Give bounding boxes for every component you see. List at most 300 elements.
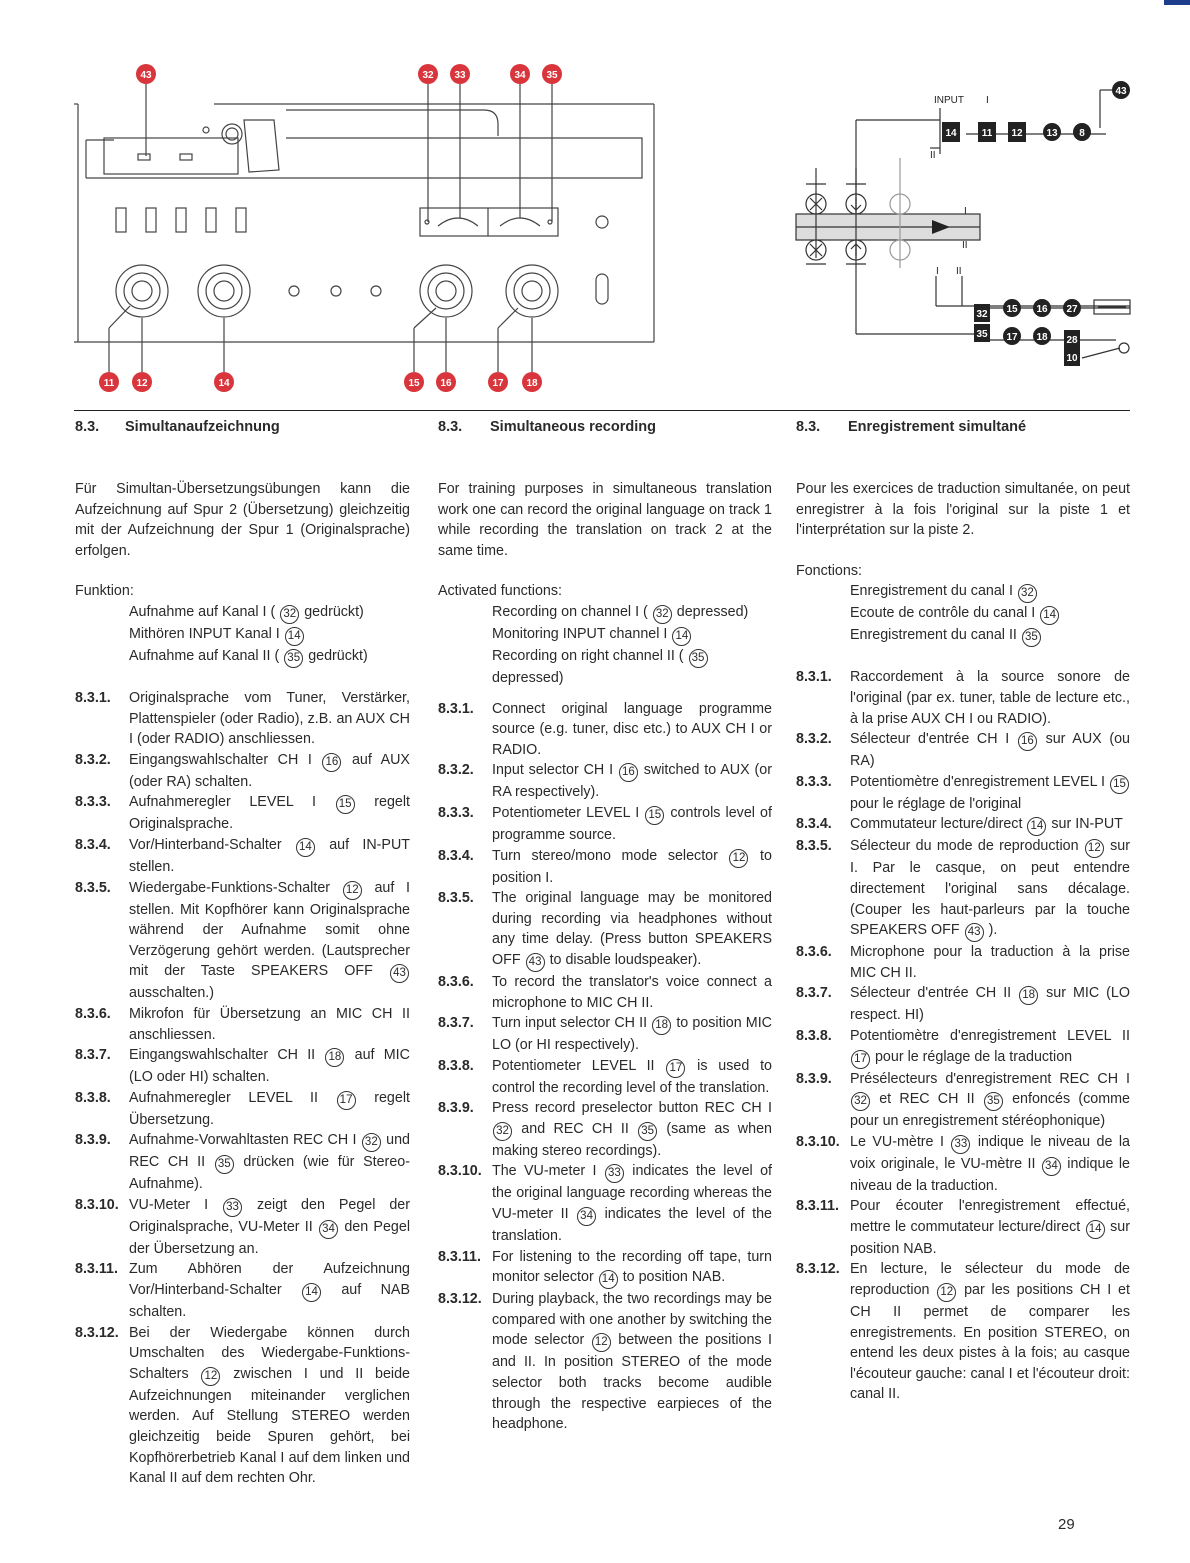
block-14 <box>942 122 960 142</box>
function-item <box>796 625 1130 647</box>
block-43 <box>1112 81 1130 99</box>
text: und REC CH II <box>129 1132 411 1171</box>
callout-33 <box>450 64 470 84</box>
reference-number: 14 <box>296 838 315 857</box>
text: zeigt den Pegel der Originalsprache, VU-Meter II <box>129 1196 410 1235</box>
text: Enregistrement du canal II <box>850 627 1017 644</box>
text: gedrückt) <box>308 647 368 664</box>
step-item <box>438 803 772 846</box>
svg-text:16: 16 <box>440 378 452 389</box>
text: Potentiomètre d'enregistrement LEVEL I <box>850 773 1105 790</box>
step-number: 8.3.1. <box>75 689 111 706</box>
text: to position NAB. <box>622 1269 726 1286</box>
text: Aufnahmeregler LEVEL II <box>129 1089 318 1106</box>
callout-14 <box>214 372 234 392</box>
reference-number: 14 <box>1086 1220 1105 1239</box>
reference-number: 16 <box>619 763 638 782</box>
step-number: 8.3.2. <box>796 731 832 748</box>
step-text <box>850 667 1130 729</box>
text: depressed) <box>492 669 564 686</box>
text: Sélecteur d'entrée CH I <box>850 731 1010 748</box>
text: Press record preselector button REC CH I <box>492 1100 772 1117</box>
step-number: 8.3.9. <box>438 1100 474 1117</box>
text: Potentiometer LEVEL I <box>492 804 640 821</box>
column-german <box>75 416 410 1489</box>
reference-number: 17 <box>337 1091 356 1110</box>
text: to disable loudspeaker). <box>549 951 702 968</box>
reference-number: 16 <box>322 753 341 772</box>
step-item <box>438 846 772 889</box>
reference-number: 43 <box>526 953 545 972</box>
text: indique le niveau de la voix originale, le VU-mètre II <box>850 1133 1130 1172</box>
step-text <box>850 1132 1130 1197</box>
step-item <box>796 1132 1130 1197</box>
text: Turn stereo/mono mode selector <box>492 847 718 864</box>
reference-number: 12 <box>1085 839 1104 858</box>
reference-number: 12 <box>729 849 748 868</box>
step-item <box>75 1195 410 1260</box>
step-text <box>850 983 1130 1026</box>
step-item <box>438 760 772 803</box>
text: Eingangswahlschalter CH II <box>129 1047 316 1064</box>
svg-text:II: II <box>962 240 968 251</box>
text: to position I. <box>492 847 772 886</box>
reference-number: 16 <box>1018 732 1037 751</box>
reference-number: 33 <box>951 1135 970 1154</box>
text: sur AUX (ou RA) <box>850 731 1131 770</box>
svg-text:43: 43 <box>140 70 152 81</box>
text: Aufnahme-Vorwahltasten REC CH I <box>129 1132 357 1149</box>
text: Input selector CH I <box>492 762 614 779</box>
step-item <box>75 1088 410 1131</box>
text: Microphone pour la traduction à la prise MIC CH II. <box>850 944 1130 981</box>
step-text <box>492 846 772 889</box>
reference-number: 14 <box>672 627 691 646</box>
step-number: 8.3.1. <box>438 700 474 717</box>
step-text <box>129 688 410 750</box>
svg-text:II: II <box>956 266 962 277</box>
reference-number: 14 <box>302 1283 321 1302</box>
text: auf IN-PUT stellen. <box>129 836 410 875</box>
step-item <box>796 667 1130 729</box>
text: En lecture, le sélecteur du mode de reproduction <box>850 1261 1130 1299</box>
section-rule <box>74 410 1130 411</box>
text: To record the translator's voice connect a microphone to MIC CH II. <box>492 973 772 1011</box>
text: auf I stellen. Mit Kopfhörer kann Originalsprache während der Aufnahme somit ohne Verzögerung gehört werden. (Lautsprecher mit der Taste SPEAKERS OFF <box>129 879 410 980</box>
text: Ecoute de contrôle du canal I <box>850 605 1036 622</box>
text: Sélecteur d'entrée CH II <box>850 985 1012 1002</box>
intro-de: Für Simultan-Übersetzungsübungen kann die Aufzeichnung auf Spur 2 (Übersetzung) gleichzeitig mit der Aufzeichnung der Spur 1 (Originalsprache) erfolgen. <box>75 481 410 559</box>
reference-number: 12 <box>201 1367 220 1386</box>
step-text <box>850 1259 1130 1405</box>
step-text <box>492 1247 772 1290</box>
reference-number: 14 <box>599 1270 618 1289</box>
reference-number: 14 <box>285 627 304 646</box>
step-number: 8.3.8. <box>75 1089 111 1106</box>
svg-text:15: 15 <box>408 378 420 389</box>
svg-text:II: II <box>930 150 936 161</box>
step-item <box>796 1069 1130 1132</box>
step-item <box>75 1004 410 1045</box>
step-number: 8.3.11. <box>438 1248 481 1265</box>
reference-number: 34 <box>577 1207 596 1226</box>
step-text <box>850 814 1130 836</box>
reference-number: 18 <box>652 1016 671 1035</box>
step-number: 8.3.12. <box>796 1261 840 1278</box>
text: ausschalten.) <box>129 985 215 1002</box>
callout-17 <box>488 372 508 392</box>
text: sur position NAB. <box>850 1218 1130 1257</box>
svg-text:14: 14 <box>945 128 957 139</box>
text: par les positions CH I et CH II permet de comparer les enregistrements. En position STEREO, on entend les deux pistes à la fois; au casque l'écouteur gauche: canal I et l'écouteur droit: canal II. <box>850 1282 1130 1403</box>
step-item <box>438 888 772 972</box>
section-heading-de: 8.3. Simultanaufzeichnung <box>75 419 280 435</box>
svg-text:28: 28 <box>1066 335 1078 346</box>
callout-35 <box>542 64 562 84</box>
reference-number: 34 <box>319 1220 338 1239</box>
reference-number: 35 <box>284 649 303 668</box>
text: et REC CH II <box>879 1091 975 1108</box>
step-text <box>492 1098 772 1161</box>
step-text <box>492 803 772 846</box>
block-28 <box>1064 330 1080 348</box>
step-text <box>850 942 1130 983</box>
svg-text:17: 17 <box>1006 332 1018 343</box>
front-panel-figure <box>74 60 664 400</box>
text: controls level of programme source. <box>492 804 772 843</box>
block-17 <box>1003 327 1021 345</box>
column-english <box>438 416 772 1435</box>
text: Originalsprache vom Tuner, Verstärker, Plattenspieler (oder Radio), z.B. an AUX CH I (oder RADIO) anschliessen. <box>129 689 410 748</box>
step-text <box>129 750 410 793</box>
text: Mithören INPUT Kanal I <box>129 625 280 642</box>
block-12 <box>1008 122 1026 142</box>
text: sur I. Par le casque, on peut entendre directement l'original sans décalage. (Couper les haut-parleurs par la touche SPEAKERS OFF <box>850 838 1130 939</box>
step-item <box>438 1247 772 1290</box>
text: Recording on channel I ( <box>492 603 648 620</box>
svg-text:I: I <box>936 266 939 277</box>
reference-number: 43 <box>965 923 984 942</box>
text: indicates the level of the translation. <box>492 1206 772 1245</box>
step-text <box>129 1045 410 1088</box>
callout-18 <box>522 372 542 392</box>
step-number: 8.3.9. <box>75 1132 111 1149</box>
step-item <box>796 942 1130 983</box>
step-item <box>438 1013 772 1056</box>
functions-de <box>75 602 410 668</box>
text: For listening to the recording off tape, turn monitor selector <box>492 1248 772 1286</box>
step-item <box>75 1259 410 1322</box>
text: Aufnahmeregler LEVEL I <box>129 794 316 811</box>
step-text <box>850 1196 1130 1259</box>
steps-fr <box>796 667 1130 1405</box>
text: Sélecteur du mode de reproduction <box>850 838 1079 855</box>
step-number: 8.3.12. <box>438 1291 482 1308</box>
reference-number: 32 <box>280 605 299 624</box>
functions-en <box>438 602 772 689</box>
step-item <box>75 792 410 835</box>
step-text <box>492 760 772 803</box>
reference-number: 32 <box>851 1092 870 1111</box>
svg-text:14: 14 <box>218 378 230 389</box>
text: Aufnahme auf Kanal I ( <box>129 603 276 620</box>
callout-43 <box>136 64 156 84</box>
function-item <box>438 646 772 689</box>
svg-text:12: 12 <box>136 378 148 389</box>
text: Raccordement à la source sonore de l'original (par ex. tuner, table de lecture etc., à la prise AUX CH I ou RADIO). <box>850 669 1130 727</box>
block-27 <box>1063 299 1081 317</box>
step-text <box>850 1026 1130 1069</box>
reference-number: 14 <box>1040 606 1059 625</box>
callout-32 <box>418 64 438 84</box>
text: Eingangswahlschalter CH I <box>129 751 312 768</box>
input-label: INPUT <box>934 95 964 106</box>
text: Le VU-mètre I <box>850 1133 944 1150</box>
reference-number: 34 <box>1042 1157 1061 1176</box>
svg-text:10: 10 <box>1066 353 1078 364</box>
reference-number: 35 <box>1022 628 1041 647</box>
reference-number: 35 <box>638 1122 657 1141</box>
functions-label-de: Funktion: <box>75 583 134 600</box>
block-35 <box>974 324 990 342</box>
text: regelt Übersetzung. <box>129 1089 410 1128</box>
signal-flow-figure <box>790 78 1140 378</box>
intro-fr: Pour les exercices de traduction simultanée, on peut enregistrer à la fois l'original sur la piste 1 et l'interprétation sur la piste 2. <box>796 481 1130 539</box>
step-text <box>129 1323 410 1489</box>
function-item <box>75 624 410 646</box>
step-number: 8.3.6. <box>75 1005 111 1022</box>
step-number: 8.3.4. <box>438 847 474 864</box>
step-number: 8.3.7. <box>75 1047 111 1064</box>
step-text <box>492 1013 772 1056</box>
svg-text:33: 33 <box>454 70 466 81</box>
step-item <box>796 983 1130 1026</box>
step-item <box>75 688 410 750</box>
text: The original language may be monitored during recording via headphones without any time delay. (Press button SPEAKERS OFF <box>492 890 772 968</box>
text: enfoncés (comme pour un enregistrement stéréophonique) <box>850 1091 1130 1130</box>
text: sur IN-PUT <box>1051 816 1123 833</box>
text: between the positions I and II. In position STEREO of the mode selector both tracks become audible through the respective earpieces of the headphone. <box>492 1332 773 1433</box>
step-text <box>129 1130 410 1195</box>
step-number: 8.3.11. <box>796 1198 839 1215</box>
text: Pour écouter l'enregistrement effectué, mettre le commutateur lecture/direct <box>850 1198 1130 1235</box>
text: Vor/Hinterband-Schalter <box>129 836 282 853</box>
block-16 <box>1033 299 1051 317</box>
text: Turn input selector CH II <box>492 1015 648 1032</box>
svg-text:15: 15 <box>1006 304 1018 315</box>
svg-text:34: 34 <box>514 70 526 81</box>
function-item <box>75 646 410 668</box>
step-item <box>438 972 772 1013</box>
step-number: 8.3.1. <box>796 669 832 686</box>
step-number: 8.3.10. <box>75 1196 119 1213</box>
text: Connect original language programme source (e.g. tuner, disc etc.) to AUX CH I or RADIO. <box>492 700 772 758</box>
text: sur MIC (LO respect. HI) <box>850 985 1130 1024</box>
text: to position MIC LO (or HI respectively). <box>492 1015 772 1054</box>
reference-number: 12 <box>592 1333 611 1352</box>
text: During playback, the two recordings may be compared with one another by switching the mode selector <box>492 1291 772 1349</box>
step-item <box>75 1323 410 1489</box>
block-11 <box>978 122 996 142</box>
step-number: 8.3.11. <box>75 1261 118 1278</box>
reference-number: 15 <box>645 806 664 825</box>
text: Bei der Wiedergabe können durch Umschalten des Wiedergabe-Funktions-Schalters <box>129 1324 410 1382</box>
step-text <box>129 792 410 835</box>
text: Aufnahme auf Kanal II ( <box>129 647 280 664</box>
reference-number: 15 <box>1110 775 1129 794</box>
step-item <box>438 699 772 761</box>
text: pour le réglage de l'original <box>850 795 1022 812</box>
step-item <box>438 1056 772 1099</box>
text: indique le niveau de la traduction. <box>850 1155 1130 1194</box>
step-number: 8.3.10. <box>438 1163 482 1180</box>
step-number: 8.3.5. <box>75 879 111 896</box>
step-text <box>492 972 772 1013</box>
block-15 <box>1003 299 1021 317</box>
callout-16 <box>436 372 456 392</box>
svg-text:16: 16 <box>1036 304 1048 315</box>
text: Zum Abhören der Aufzeichnung Vor/Hinterband-Schalter <box>129 1261 410 1299</box>
reference-number: 33 <box>223 1198 242 1217</box>
text: regelt Originalsprache. <box>129 794 410 833</box>
step-text <box>492 699 772 761</box>
step-text <box>492 1161 772 1246</box>
callout-34 <box>510 64 530 84</box>
step-item <box>75 750 410 793</box>
reference-number: 12 <box>937 1283 956 1302</box>
step-item <box>796 1259 1130 1405</box>
text: Monitoring INPUT channel I <box>492 625 668 642</box>
step-number: 8.3.2. <box>75 751 111 768</box>
reference-number: 17 <box>666 1059 685 1078</box>
step-text <box>129 878 410 1004</box>
step-text <box>129 1088 410 1131</box>
svg-text:11: 11 <box>103 378 115 389</box>
intro-en: For training purposes in simultaneous translation work one can record the original language on track 1 while recording the translation on track 2 at the same time. <box>438 481 772 559</box>
text: Recording on right channel II ( <box>492 647 684 664</box>
step-number: 8.3.5. <box>438 890 474 907</box>
steps-en <box>438 699 772 1435</box>
svg-text:13: 13 <box>1046 128 1058 139</box>
svg-text:I: I <box>964 206 967 217</box>
step-number: 8.3.8. <box>438 1057 474 1074</box>
text: auf MIC (LO oder HI) schalten. <box>129 1047 410 1086</box>
text: ). <box>988 922 998 939</box>
text: pour le réglage de la traduction <box>874 1048 1073 1065</box>
reference-number: 15 <box>336 795 355 814</box>
step-number: 8.3.10. <box>796 1133 840 1150</box>
reference-number: 33 <box>605 1164 624 1183</box>
svg-text:35: 35 <box>546 70 558 81</box>
text: and REC CH II <box>521 1120 629 1137</box>
callout-11 <box>99 372 119 392</box>
svg-text:18: 18 <box>1036 332 1048 343</box>
block-8 <box>1073 123 1091 141</box>
step-text <box>850 1069 1130 1132</box>
text: Mikrofon für Übersetzung an MIC CH II anschliessen. <box>129 1005 410 1043</box>
text: drücken (wie für Stereo-Aufnahme). <box>129 1154 410 1193</box>
reference-number: 43 <box>390 964 409 983</box>
reference-number: 35 <box>689 649 708 668</box>
step-item <box>796 1026 1130 1069</box>
block-13 <box>1043 123 1061 141</box>
step-number: 8.3.6. <box>796 944 832 961</box>
text: gedrückt) <box>304 603 364 620</box>
step-number: 8.3.7. <box>796 985 832 1002</box>
callout-12 <box>132 372 152 392</box>
step-item <box>796 729 1130 772</box>
step-item <box>796 814 1130 836</box>
step-number: 8.3.8. <box>796 1027 832 1044</box>
text: Présélecteurs d'enregistrement REC CH I <box>850 1070 1130 1087</box>
svg-text:32: 32 <box>976 309 988 320</box>
text: Potentiomètre d'enregistrement LEVEL II <box>850 1027 1130 1044</box>
section-heading-fr: 8.3. Enregistrement simultané <box>796 419 1027 435</box>
step-number: 8.3.9. <box>796 1070 832 1087</box>
step-text <box>850 772 1130 815</box>
text: zwischen I und II beide Aufzeichnungen miteinander verglichen werden. Auf Stellung STEREO werden gleichzeitig beide Spuren gehört, bei Kopfhörerbetrieb Kanal I auf dem linken und Kanal II auf dem rechten Ohr. <box>129 1365 410 1487</box>
svg-text:35: 35 <box>976 329 988 340</box>
text: indicates the level of the original language recording whereas the VU-meter II <box>492 1163 772 1223</box>
svg-text:8: 8 <box>1079 128 1085 139</box>
step-text <box>850 729 1130 772</box>
step-item <box>796 1196 1130 1259</box>
step-item <box>796 772 1130 815</box>
text: VU-Meter I <box>129 1196 209 1213</box>
step-text <box>129 835 410 878</box>
step-text <box>492 888 772 972</box>
reference-number: 35 <box>984 1092 1003 1111</box>
step-number: 8.3.4. <box>796 816 832 833</box>
function-item <box>75 602 410 624</box>
column-french <box>796 416 1130 1405</box>
text: auf NAB schalten. <box>129 1282 410 1321</box>
reference-number: 35 <box>215 1155 234 1174</box>
reference-number: 32 <box>1018 584 1037 603</box>
text: depressed) <box>676 603 749 620</box>
function-item <box>438 624 772 646</box>
text: auf AUX (oder RA) schalten. <box>129 751 410 790</box>
functions-label-fr: Fonctions: <box>796 562 862 579</box>
step-item <box>438 1289 772 1435</box>
step-item <box>796 836 1130 942</box>
reference-number: 18 <box>1019 986 1038 1005</box>
reference-number: 32 <box>362 1133 381 1152</box>
text: The VU-meter I <box>492 1163 597 1180</box>
step-number: 8.3.2. <box>438 762 474 779</box>
block-18 <box>1033 327 1051 345</box>
reference-number: 14 <box>1027 817 1046 836</box>
svg-text:I: I <box>986 95 989 106</box>
step-number: 8.3.7. <box>438 1015 474 1032</box>
section-heading-en: 8.3. Simultaneous recording <box>438 419 656 435</box>
block-32 <box>974 304 990 322</box>
text: is used to control the recording level of the translation. <box>492 1057 773 1096</box>
step-number: 8.3.5. <box>796 838 832 855</box>
functions-fr <box>796 581 1130 647</box>
reference-number: 17 <box>851 1050 870 1069</box>
step-item <box>438 1161 772 1246</box>
step-number: 8.3.3. <box>796 773 832 790</box>
step-number: 8.3.12. <box>75 1324 119 1341</box>
step-text <box>129 1195 410 1260</box>
svg-text:12: 12 <box>1011 128 1023 139</box>
svg-text:17: 17 <box>492 378 504 389</box>
text: (same as when making stereo recordings). <box>492 1120 772 1159</box>
step-item <box>75 1045 410 1088</box>
text: Commutateur lecture/direct <box>850 816 1023 833</box>
corner-mark <box>1164 0 1190 5</box>
